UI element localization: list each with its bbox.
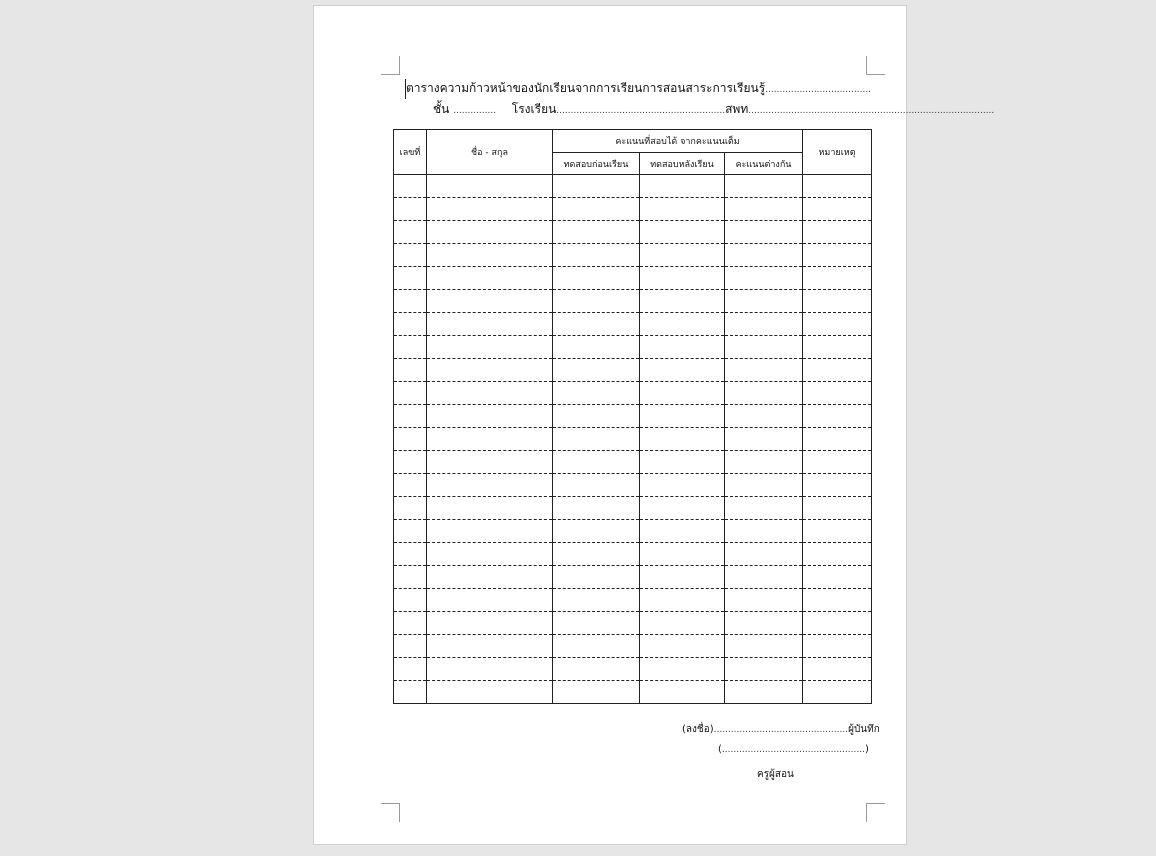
table-row[interactable]: [394, 612, 872, 635]
margin-corner-bottom-left: [381, 803, 400, 822]
table-cell[interactable]: [725, 359, 803, 382]
table-cell[interactable]: [803, 198, 872, 221]
table-row[interactable]: [394, 451, 872, 474]
header-difference: คะแนนต่างกัน: [725, 153, 803, 175]
table-cell[interactable]: [394, 428, 427, 451]
table-cell[interactable]: [427, 359, 553, 382]
table-cell[interactable]: [394, 198, 427, 221]
table-cell[interactable]: [553, 198, 640, 221]
sign-suffix: ผู้บันทึก: [848, 724, 880, 735]
table-cell[interactable]: [725, 244, 803, 267]
table-row[interactable]: [394, 198, 872, 221]
table-cell[interactable]: [725, 589, 803, 612]
table-cell[interactable]: [427, 175, 553, 198]
table-row[interactable]: [394, 267, 872, 290]
table-cell[interactable]: [553, 543, 640, 566]
table-cell[interactable]: [640, 474, 725, 497]
table-cell[interactable]: [640, 612, 725, 635]
table-cell[interactable]: [725, 635, 803, 658]
table-cell[interactable]: [427, 405, 553, 428]
table-cell[interactable]: [640, 543, 725, 566]
table-cell[interactable]: [427, 336, 553, 359]
table-cell[interactable]: [553, 428, 640, 451]
table-row[interactable]: [394, 658, 872, 681]
table-cell[interactable]: [725, 221, 803, 244]
table-cell[interactable]: [725, 405, 803, 428]
document-title[interactable]: [406, 79, 871, 98]
table-cell[interactable]: [725, 290, 803, 313]
table-cell[interactable]: [394, 267, 427, 290]
margin-corner-top-right: [866, 56, 885, 75]
table-row[interactable]: [394, 221, 872, 244]
table-cell[interactable]: [394, 635, 427, 658]
table-cell[interactable]: [394, 336, 427, 359]
table-cell[interactable]: [553, 336, 640, 359]
table-cell[interactable]: [640, 382, 725, 405]
progress-table[interactable]: [393, 129, 872, 704]
signer-name-line[interactable]: [718, 744, 869, 755]
table-cell[interactable]: [427, 313, 553, 336]
table-cell[interactable]: [640, 497, 725, 520]
table-cell[interactable]: [803, 244, 872, 267]
table-cell[interactable]: [803, 497, 872, 520]
table-cell[interactable]: [427, 244, 553, 267]
table-cell[interactable]: [640, 635, 725, 658]
table-row[interactable]: [394, 635, 872, 658]
table-cell[interactable]: [803, 474, 872, 497]
table-cell[interactable]: [640, 198, 725, 221]
table-cell[interactable]: [640, 681, 725, 704]
table-cell[interactable]: [553, 658, 640, 681]
table-cell[interactable]: [553, 612, 640, 635]
table-row[interactable]: [394, 359, 872, 382]
table-cell[interactable]: [394, 566, 427, 589]
name-close: ): [864, 744, 869, 755]
table-cell[interactable]: [725, 566, 803, 589]
table-cell[interactable]: [427, 543, 553, 566]
table-cell[interactable]: [394, 589, 427, 612]
table-cell[interactable]: [640, 175, 725, 198]
table-row[interactable]: [394, 566, 872, 589]
header-remarks: หมายเหตุ: [803, 130, 872, 175]
table-row[interactable]: [394, 520, 872, 543]
table-cell[interactable]: [640, 520, 725, 543]
district-label: สพท: [725, 102, 749, 116]
table-cell[interactable]: [803, 681, 872, 704]
table-cell[interactable]: [427, 451, 553, 474]
table-cell[interactable]: [553, 175, 640, 198]
table-cell[interactable]: [427, 635, 553, 658]
table-row[interactable]: [394, 382, 872, 405]
class-blank: ...............: [453, 106, 497, 116]
table-cell[interactable]: [427, 566, 553, 589]
table-cell[interactable]: [803, 520, 872, 543]
table-cell[interactable]: [803, 336, 872, 359]
table-cell[interactable]: [725, 175, 803, 198]
table-cell[interactable]: [394, 359, 427, 382]
table-cell[interactable]: [553, 520, 640, 543]
table-cell[interactable]: [640, 658, 725, 681]
table-cell[interactable]: [640, 313, 725, 336]
class-label: ชั้น: [433, 102, 450, 116]
header-pretest: ทดสอบก่อนเรียน: [553, 153, 640, 175]
table-cell[interactable]: [553, 359, 640, 382]
table-cell[interactable]: [640, 359, 725, 382]
table-cell[interactable]: [553, 635, 640, 658]
table-row[interactable]: [394, 474, 872, 497]
table-cell[interactable]: [427, 681, 553, 704]
name-open: (: [718, 744, 722, 755]
table-cell[interactable]: [553, 244, 640, 267]
table-row[interactable]: [394, 290, 872, 313]
table-cell[interactable]: [553, 566, 640, 589]
table-row[interactable]: [394, 405, 872, 428]
table-cell[interactable]: [394, 612, 427, 635]
table-cell[interactable]: [640, 405, 725, 428]
table-cell[interactable]: [553, 474, 640, 497]
table-cell[interactable]: [725, 428, 803, 451]
table-cell[interactable]: [803, 543, 872, 566]
table-cell[interactable]: [427, 497, 553, 520]
table-cell[interactable]: [394, 543, 427, 566]
table-cell[interactable]: [725, 543, 803, 566]
table-row[interactable]: [394, 336, 872, 359]
table-cell[interactable]: [553, 221, 640, 244]
table-cell[interactable]: [640, 336, 725, 359]
table-cell[interactable]: [427, 658, 553, 681]
table-row[interactable]: [394, 313, 872, 336]
table-cell[interactable]: [553, 681, 640, 704]
table-cell[interactable]: [803, 635, 872, 658]
table-row[interactable]: [394, 175, 872, 198]
table-cell[interactable]: [427, 221, 553, 244]
table-cell[interactable]: [427, 198, 553, 221]
table-cell[interactable]: [427, 428, 553, 451]
table-cell[interactable]: [725, 520, 803, 543]
table-cell[interactable]: [394, 221, 427, 244]
table-cell[interactable]: [394, 451, 427, 474]
table-cell[interactable]: [803, 175, 872, 198]
document-page: [313, 5, 995, 845]
header-name: ชื่อ - สกุล: [427, 130, 553, 175]
table-cell[interactable]: [394, 497, 427, 520]
table-cell[interactable]: [803, 290, 872, 313]
table-cell[interactable]: [553, 405, 640, 428]
table-cell[interactable]: [427, 382, 553, 405]
table-cell[interactable]: [725, 382, 803, 405]
table-cell[interactable]: [427, 589, 553, 612]
table-cell[interactable]: [803, 428, 872, 451]
school-label: โรงเรียน: [511, 102, 557, 116]
table-cell[interactable]: [427, 290, 553, 313]
name-blank: ..................................................: [721, 745, 865, 755]
table-cell[interactable]: [394, 658, 427, 681]
table-cell[interactable]: [803, 566, 872, 589]
table-cell[interactable]: [803, 658, 872, 681]
school-blank: ...........................................................: [556, 106, 726, 116]
table-cell[interactable]: [725, 451, 803, 474]
table-cell[interactable]: [394, 474, 427, 497]
table-row[interactable]: [394, 681, 872, 704]
title-text: ตารางความก้าวหน้าของนักเรียนจากการเรียนการสอนสาระการเรียนรู้: [406, 81, 766, 95]
table-cell[interactable]: [803, 451, 872, 474]
table-row[interactable]: [394, 428, 872, 451]
table-cell[interactable]: [553, 497, 640, 520]
sign-blank: ...............................................: [713, 725, 849, 735]
table-cell[interactable]: [553, 313, 640, 336]
table-cell[interactable]: [394, 520, 427, 543]
margin-corner-top-left: [381, 56, 400, 75]
table-cell[interactable]: [394, 244, 427, 267]
signer-role: ครูผู้สอน: [757, 769, 794, 780]
header-posttest: ทดสอบหลังเรียน: [640, 153, 725, 175]
table-row[interactable]: [394, 543, 872, 566]
table-cell[interactable]: [725, 313, 803, 336]
table-cell[interactable]: [394, 382, 427, 405]
header-number: เลขที่: [394, 130, 427, 175]
table-cell[interactable]: [725, 336, 803, 359]
table-cell[interactable]: [725, 198, 803, 221]
table-body[interactable]: [394, 175, 872, 704]
table-cell[interactable]: [640, 428, 725, 451]
table-cell[interactable]: [803, 221, 872, 244]
subject-blank: .....................................: [765, 85, 872, 95]
table-cell[interactable]: [427, 267, 553, 290]
table-cell[interactable]: [553, 382, 640, 405]
table-cell[interactable]: [725, 497, 803, 520]
table-cell[interactable]: [553, 589, 640, 612]
table-cell[interactable]: [640, 221, 725, 244]
table-cell[interactable]: [803, 589, 872, 612]
table-cell[interactable]: [725, 681, 803, 704]
table-cell[interactable]: [803, 359, 872, 382]
table-cell[interactable]: [394, 313, 427, 336]
table-cell[interactable]: [725, 612, 803, 635]
table-cell[interactable]: [725, 474, 803, 497]
table-cell[interactable]: [427, 612, 553, 635]
table-cell[interactable]: [427, 520, 553, 543]
margin-corner-bottom-right: [866, 803, 885, 822]
table-cell[interactable]: [553, 290, 640, 313]
table-cell[interactable]: [427, 474, 553, 497]
table-cell[interactable]: [553, 267, 640, 290]
table-cell[interactable]: [725, 267, 803, 290]
table-cell[interactable]: [803, 405, 872, 428]
table-cell[interactable]: [394, 290, 427, 313]
table-cell[interactable]: [394, 405, 427, 428]
sign-prefix: (ลงชื่อ): [682, 724, 714, 735]
table-cell[interactable]: [803, 612, 872, 635]
table-cell[interactable]: [640, 290, 725, 313]
signature-line[interactable]: [682, 722, 880, 737]
district-blank: ......................................................................................: [748, 106, 995, 116]
table-row[interactable]: [394, 244, 872, 267]
table-cell[interactable]: [725, 658, 803, 681]
table-cell[interactable]: [640, 566, 725, 589]
class-school-line[interactable]: [433, 100, 994, 119]
table-cell[interactable]: [553, 451, 640, 474]
table-row[interactable]: [394, 497, 872, 520]
table-cell[interactable]: [640, 451, 725, 474]
table-cell[interactable]: [394, 681, 427, 704]
table-cell[interactable]: [640, 267, 725, 290]
table-cell[interactable]: [640, 589, 725, 612]
header-score-group: คะแนนที่สอบได้ จากคะแนนเต็ม: [553, 130, 803, 153]
table-cell[interactable]: [394, 175, 427, 198]
table-cell[interactable]: [803, 382, 872, 405]
table-row[interactable]: [394, 589, 872, 612]
table-cell[interactable]: [640, 244, 725, 267]
table-cell[interactable]: [803, 313, 872, 336]
table-cell[interactable]: [803, 267, 872, 290]
